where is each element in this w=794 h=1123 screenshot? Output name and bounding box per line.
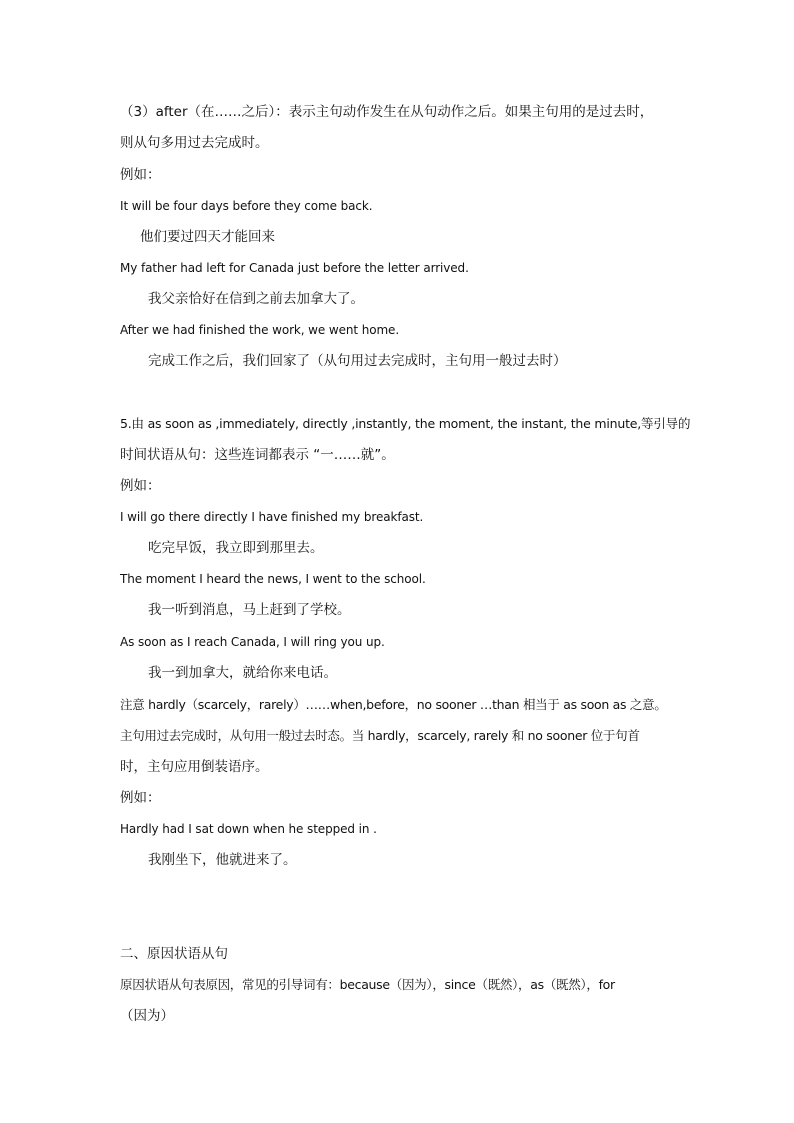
reason-clause-line-1: 原因状语从句表原因，常见的引导词有：because（因为），since（既然），as（既然），for: [120, 977, 615, 992]
note-line-2: 主句用过去完成时，从句用一般过去时态。当 hardly，scarcely, rarely 和 no sooner 位于句首: [120, 728, 640, 743]
example-translation-zh: 我一听到消息，马上赶到了学校。: [148, 602, 351, 618]
reason-clause-line-2: （因为）: [120, 1008, 174, 1024]
example-translation-zh: 我父亲恰好在信到之前去加拿大了。: [148, 291, 364, 307]
example-sentence-en: My father had left for Canada just before the letter arrived.: [120, 261, 469, 275]
example-translation-zh: 我刚坐下，他就进来了。: [148, 852, 297, 868]
example-sentence-en: After we had finished the work, we went home.: [120, 323, 400, 337]
example-sentence-en: I will go there directly I have finished my breakfast.: [120, 510, 424, 524]
example-sentence-en: The moment I heard the news, I went to the school.: [120, 572, 426, 586]
section-5-heading-line-1: 5.由 as soon as ,immediately, directly ,instantly, the moment, the instant, the minute,等引导的: [120, 416, 691, 431]
example-sentence-en: As soon as I reach Canada, I will ring you up.: [120, 635, 385, 649]
example-label: 例如：: [120, 167, 161, 183]
example-label: 例如：: [120, 478, 161, 494]
note-line-1: 注意 hardly（scarcely，rarely）……when,before，no sooner …than 相当于 as soon as 之意。: [120, 697, 667, 712]
after-clause-rule-line-1: （3）after（在……之后）：表示主句动作发生在从句动作之后。如果主句用的是过去时，: [120, 104, 654, 120]
section-5-heading-line-2: 时间状语从句：这些连词都表示 “一……就”。: [120, 447, 395, 463]
after-clause-rule-line-2: 则从句多用过去完成时。: [120, 135, 269, 151]
example-sentence-en: It will be four days before they come back.: [120, 199, 373, 213]
example-sentence-en: Hardly had I sat down when he stepped in .: [120, 822, 377, 836]
example-label: 例如：: [120, 790, 161, 806]
note-line-3: 时，主句应用倒装语序。: [120, 759, 269, 775]
example-translation-zh: 完成工作之后，我们回家了（从句用过去完成时，主句用一般过去时）: [148, 353, 567, 369]
section-heading-reason-clause: 二、原因状语从句: [120, 946, 228, 962]
example-translation-zh: 吃完早饭，我立即到那里去。: [148, 540, 324, 556]
example-translation-zh: 他们要过四天才能回来: [140, 229, 275, 245]
example-translation-zh: 我一到加拿大，就给你来电话。: [148, 665, 337, 681]
